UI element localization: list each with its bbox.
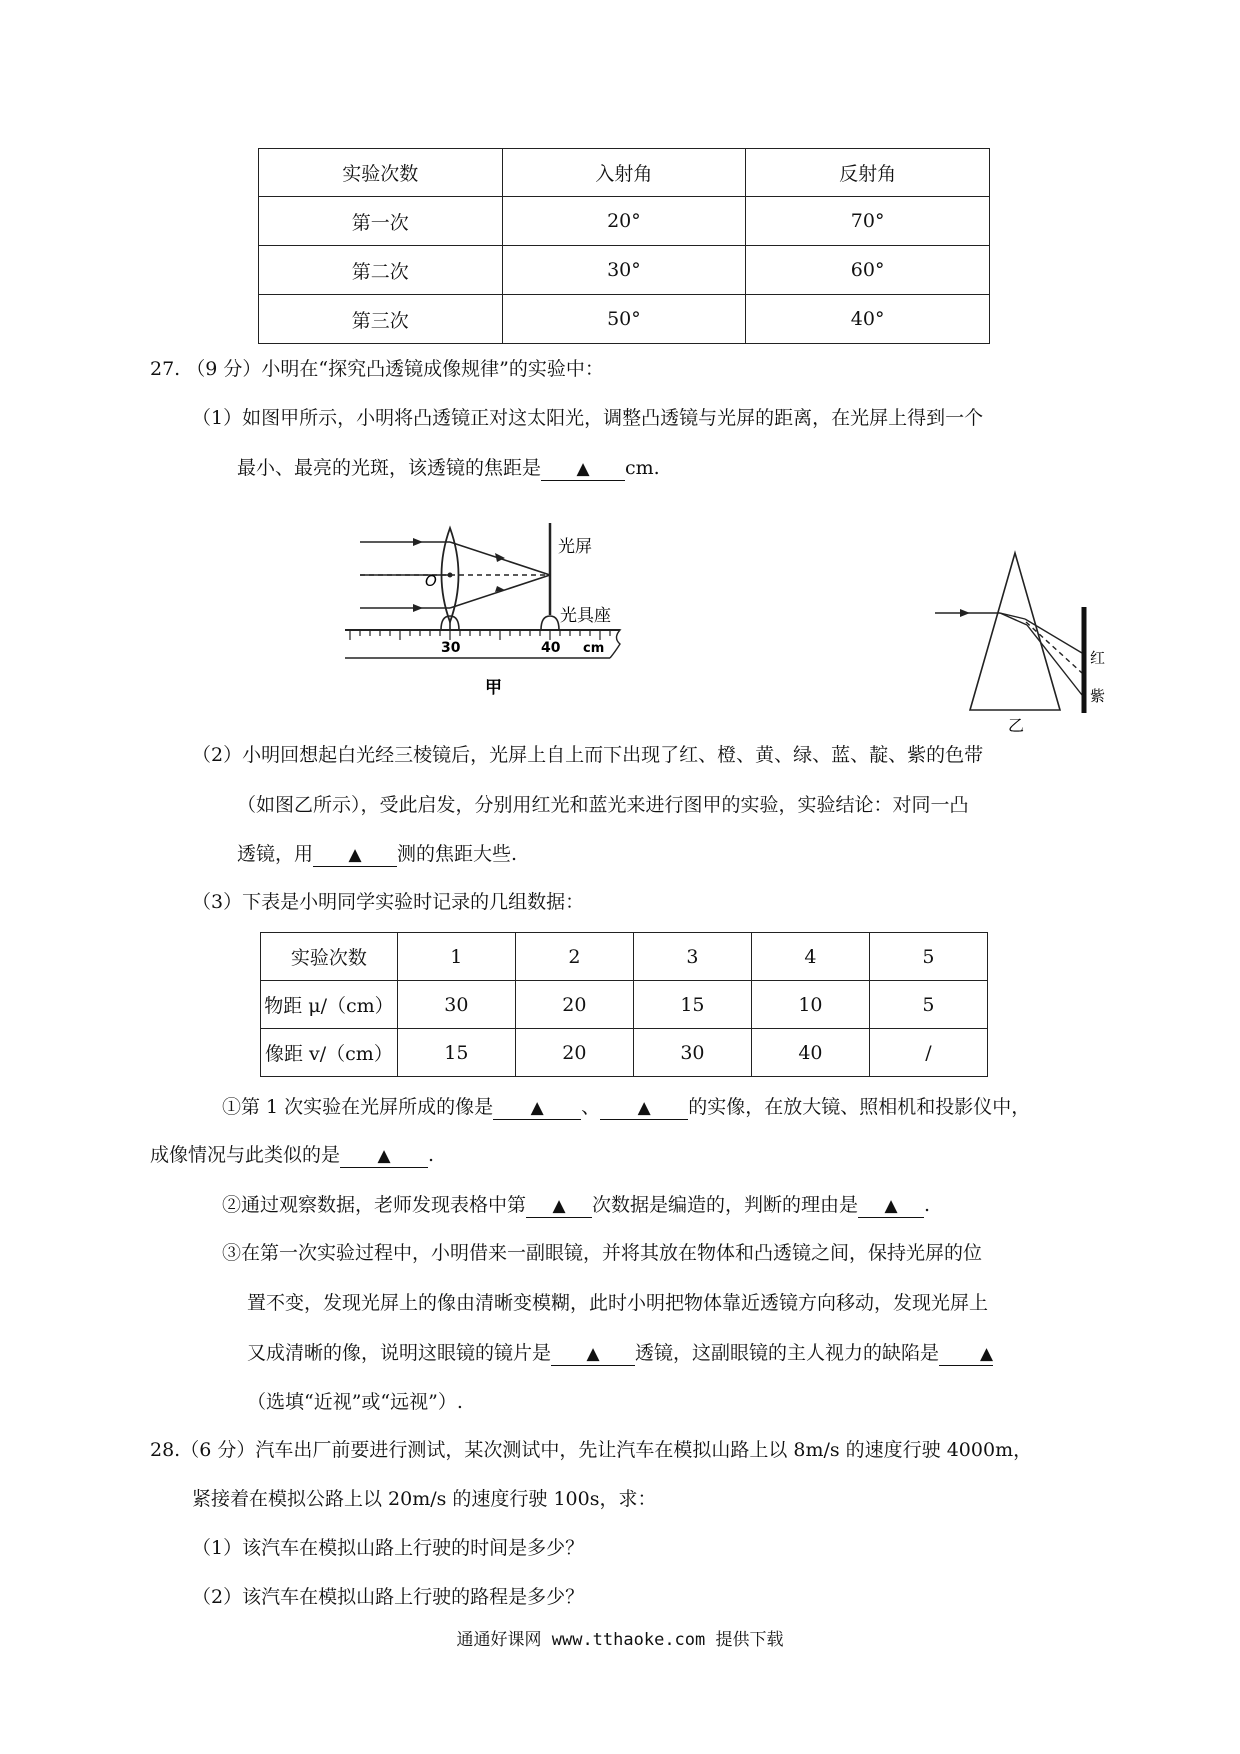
question-title: （9 分）小明在“探究凸透镜成像规律”的实验中： (186, 358, 604, 380)
answer-blank[interactable] (526, 1194, 592, 1218)
table-cell: 30 (397, 981, 515, 1029)
triangle-mark: ▲ (979, 1344, 994, 1364)
table-cell: 15 (633, 981, 751, 1029)
answer-blank[interactable] (541, 457, 625, 481)
q28-line2: 紧接着在模拟公路上以 20m/s 的速度行驶 100s，求： (192, 1488, 657, 1510)
q28-line1: 28.（6 分）汽车出厂前要进行测试，某次测试中，先让汽车在模拟山路上以 8m/s 的速度行驶 4000m， (150, 1439, 1033, 1461)
table-cell: 30 (633, 1029, 751, 1077)
table-row (259, 295, 990, 344)
answer-blank[interactable] (340, 1144, 428, 1168)
table-header: 反射角 (746, 149, 990, 197)
q27-part2-line1: （2）小明回想起白光经三棱镜后，光屏上自上而下出现了红、橙、黄、绿、蓝、靛、紫的色带 (192, 744, 984, 766)
table-header: 5 (869, 933, 987, 981)
text: cm. (625, 457, 660, 479)
figure-jia (345, 520, 645, 700)
red-label: 红 (1090, 649, 1106, 667)
triangle-mark: ▲ (552, 1196, 566, 1216)
table-row (259, 197, 990, 246)
table-cell: 20 (515, 981, 633, 1029)
reflection-table (258, 148, 990, 344)
table-cell: 第二次 (259, 246, 503, 295)
q27-part2-line2: （如图乙所示），受此启发，分别用红光和蓝光来进行图甲的实验，实验结论：对同一凸 (237, 794, 969, 816)
text: . (428, 1144, 435, 1166)
q27-part1-line1: （1）如图甲所示，小明将凸透镜正对这太阳光，调整凸透镜与光屏的距离，在光屏上得到一个 (192, 407, 984, 429)
q27-sub1-line2 (150, 1143, 434, 1168)
table-cell: 20 (515, 1029, 633, 1077)
text: 次数据是编造的，判断的理由是 (592, 1194, 859, 1216)
table-cell: 40° (746, 295, 990, 344)
text: 的实像，在放大镜、照相机和投影仪中， (688, 1096, 1031, 1118)
table-cell: 第三次 (259, 295, 503, 344)
tick-label-30: 30 (441, 640, 461, 656)
table-cell: 物距 μ/（cm） (261, 981, 398, 1029)
table-row (261, 981, 988, 1029)
triangle-mark: ▲ (348, 845, 362, 865)
lens-data-table (260, 932, 988, 1077)
table-header: 实验次数 (259, 149, 503, 197)
text: ②通过观察数据，老师发现表格中第 (222, 1194, 527, 1216)
q27-part1-line2 (237, 456, 660, 481)
q27-title (150, 357, 604, 381)
triangle-mark: ▲ (586, 1344, 600, 1364)
figure-caption-jia: 甲 (485, 678, 502, 698)
table-row (259, 246, 990, 295)
q28-sub2: （2）该汽车在模拟山路上行驶的路程是多少？ (192, 1586, 585, 1608)
triangle-mark: ▲ (576, 459, 590, 479)
answer-blank[interactable] (493, 1096, 581, 1120)
answer-blank[interactable] (939, 1342, 993, 1366)
table-header: 4 (751, 933, 869, 981)
figure-caption-yi: 乙 (1008, 716, 1025, 735)
page-footer: 通通好课网 www.tthaoke.com 提供下载 (456, 1630, 784, 1650)
text: 测的焦距大些. (397, 843, 518, 865)
triangle-mark: ▲ (637, 1098, 651, 1118)
table-cell: 70° (746, 197, 990, 246)
table-header: 3 (633, 933, 751, 981)
answer-blank[interactable] (858, 1194, 924, 1218)
table-header: 入射角 (502, 149, 746, 197)
tick-label-40: 40 (541, 640, 561, 656)
table-cell: 15 (397, 1029, 515, 1077)
unit-label: cm (583, 641, 605, 656)
q27-part3-line1: （3）下表是小明同学实验时记录的几组数据： (192, 891, 585, 913)
q28-sub1: （1）该汽车在模拟山路上行驶的时间是多少？ (192, 1537, 585, 1559)
table-cell: 5 (869, 981, 987, 1029)
text: . (924, 1194, 931, 1216)
table-cell: 像距 v/（cm） (261, 1029, 398, 1077)
q27-sub2 (222, 1193, 930, 1218)
triangle-mark: ▲ (530, 1098, 544, 1118)
question-number: 27. (150, 358, 181, 380)
table-header: 实验次数 (261, 933, 398, 981)
text: 、 (581, 1096, 601, 1118)
table-cell: 10 (751, 981, 869, 1029)
table-row (261, 1029, 988, 1077)
table-cell: 第一次 (259, 197, 503, 246)
q27-sub3-line2: 置不变，发现光屏上的像由清晰变模糊，此时小明把物体靠近透镜方向移动，发现光屏上 (247, 1292, 989, 1314)
table-cell: 50° (502, 295, 746, 344)
q27-sub3-line4: （选填“近视”或“远视”）. (247, 1391, 463, 1413)
triangle-mark: ▲ (884, 1196, 898, 1216)
answer-blank[interactable] (551, 1342, 635, 1366)
screen-label: 光屏 (558, 537, 592, 557)
answer-blank[interactable] (600, 1096, 688, 1120)
figure-yi (930, 545, 1110, 735)
table-cell: 40 (751, 1029, 869, 1077)
table-cell: 60° (746, 246, 990, 295)
table-cell: / (869, 1029, 987, 1077)
text: ①第 1 次实验在光屏所成的像是 (222, 1096, 494, 1118)
o-label: O (425, 572, 437, 590)
table-row (261, 933, 988, 981)
text: 最小、最亮的光斑，该透镜的焦距是 (237, 457, 542, 479)
table-header: 2 (515, 933, 633, 981)
table-cell: 30° (502, 246, 746, 295)
q27-part2-line3 (237, 842, 517, 867)
text: 成像情况与此类似的是 (150, 1144, 341, 1166)
text: 透镜，这副眼镜的主人视力的缺陷是 (635, 1342, 940, 1364)
triangle-mark: ▲ (377, 1146, 391, 1166)
base-label: 光具座 (560, 606, 611, 626)
answer-blank[interactable] (313, 843, 397, 867)
table-cell: 20° (502, 197, 746, 246)
text: 透镜，用 (237, 843, 314, 865)
text: 又成清晰的像，说明这眼镜的镜片是 (247, 1342, 552, 1364)
q27-sub3-line3 (247, 1341, 993, 1366)
q27-sub1-line1 (222, 1095, 1030, 1120)
purple-label: 紫 (1090, 687, 1106, 705)
table-header: 1 (397, 933, 515, 981)
q27-sub3-line1: ③在第一次实验过程中，小明借来一副眼镜，并将其放在物体和凸透镜之间，保持光屏的位 (222, 1242, 983, 1264)
